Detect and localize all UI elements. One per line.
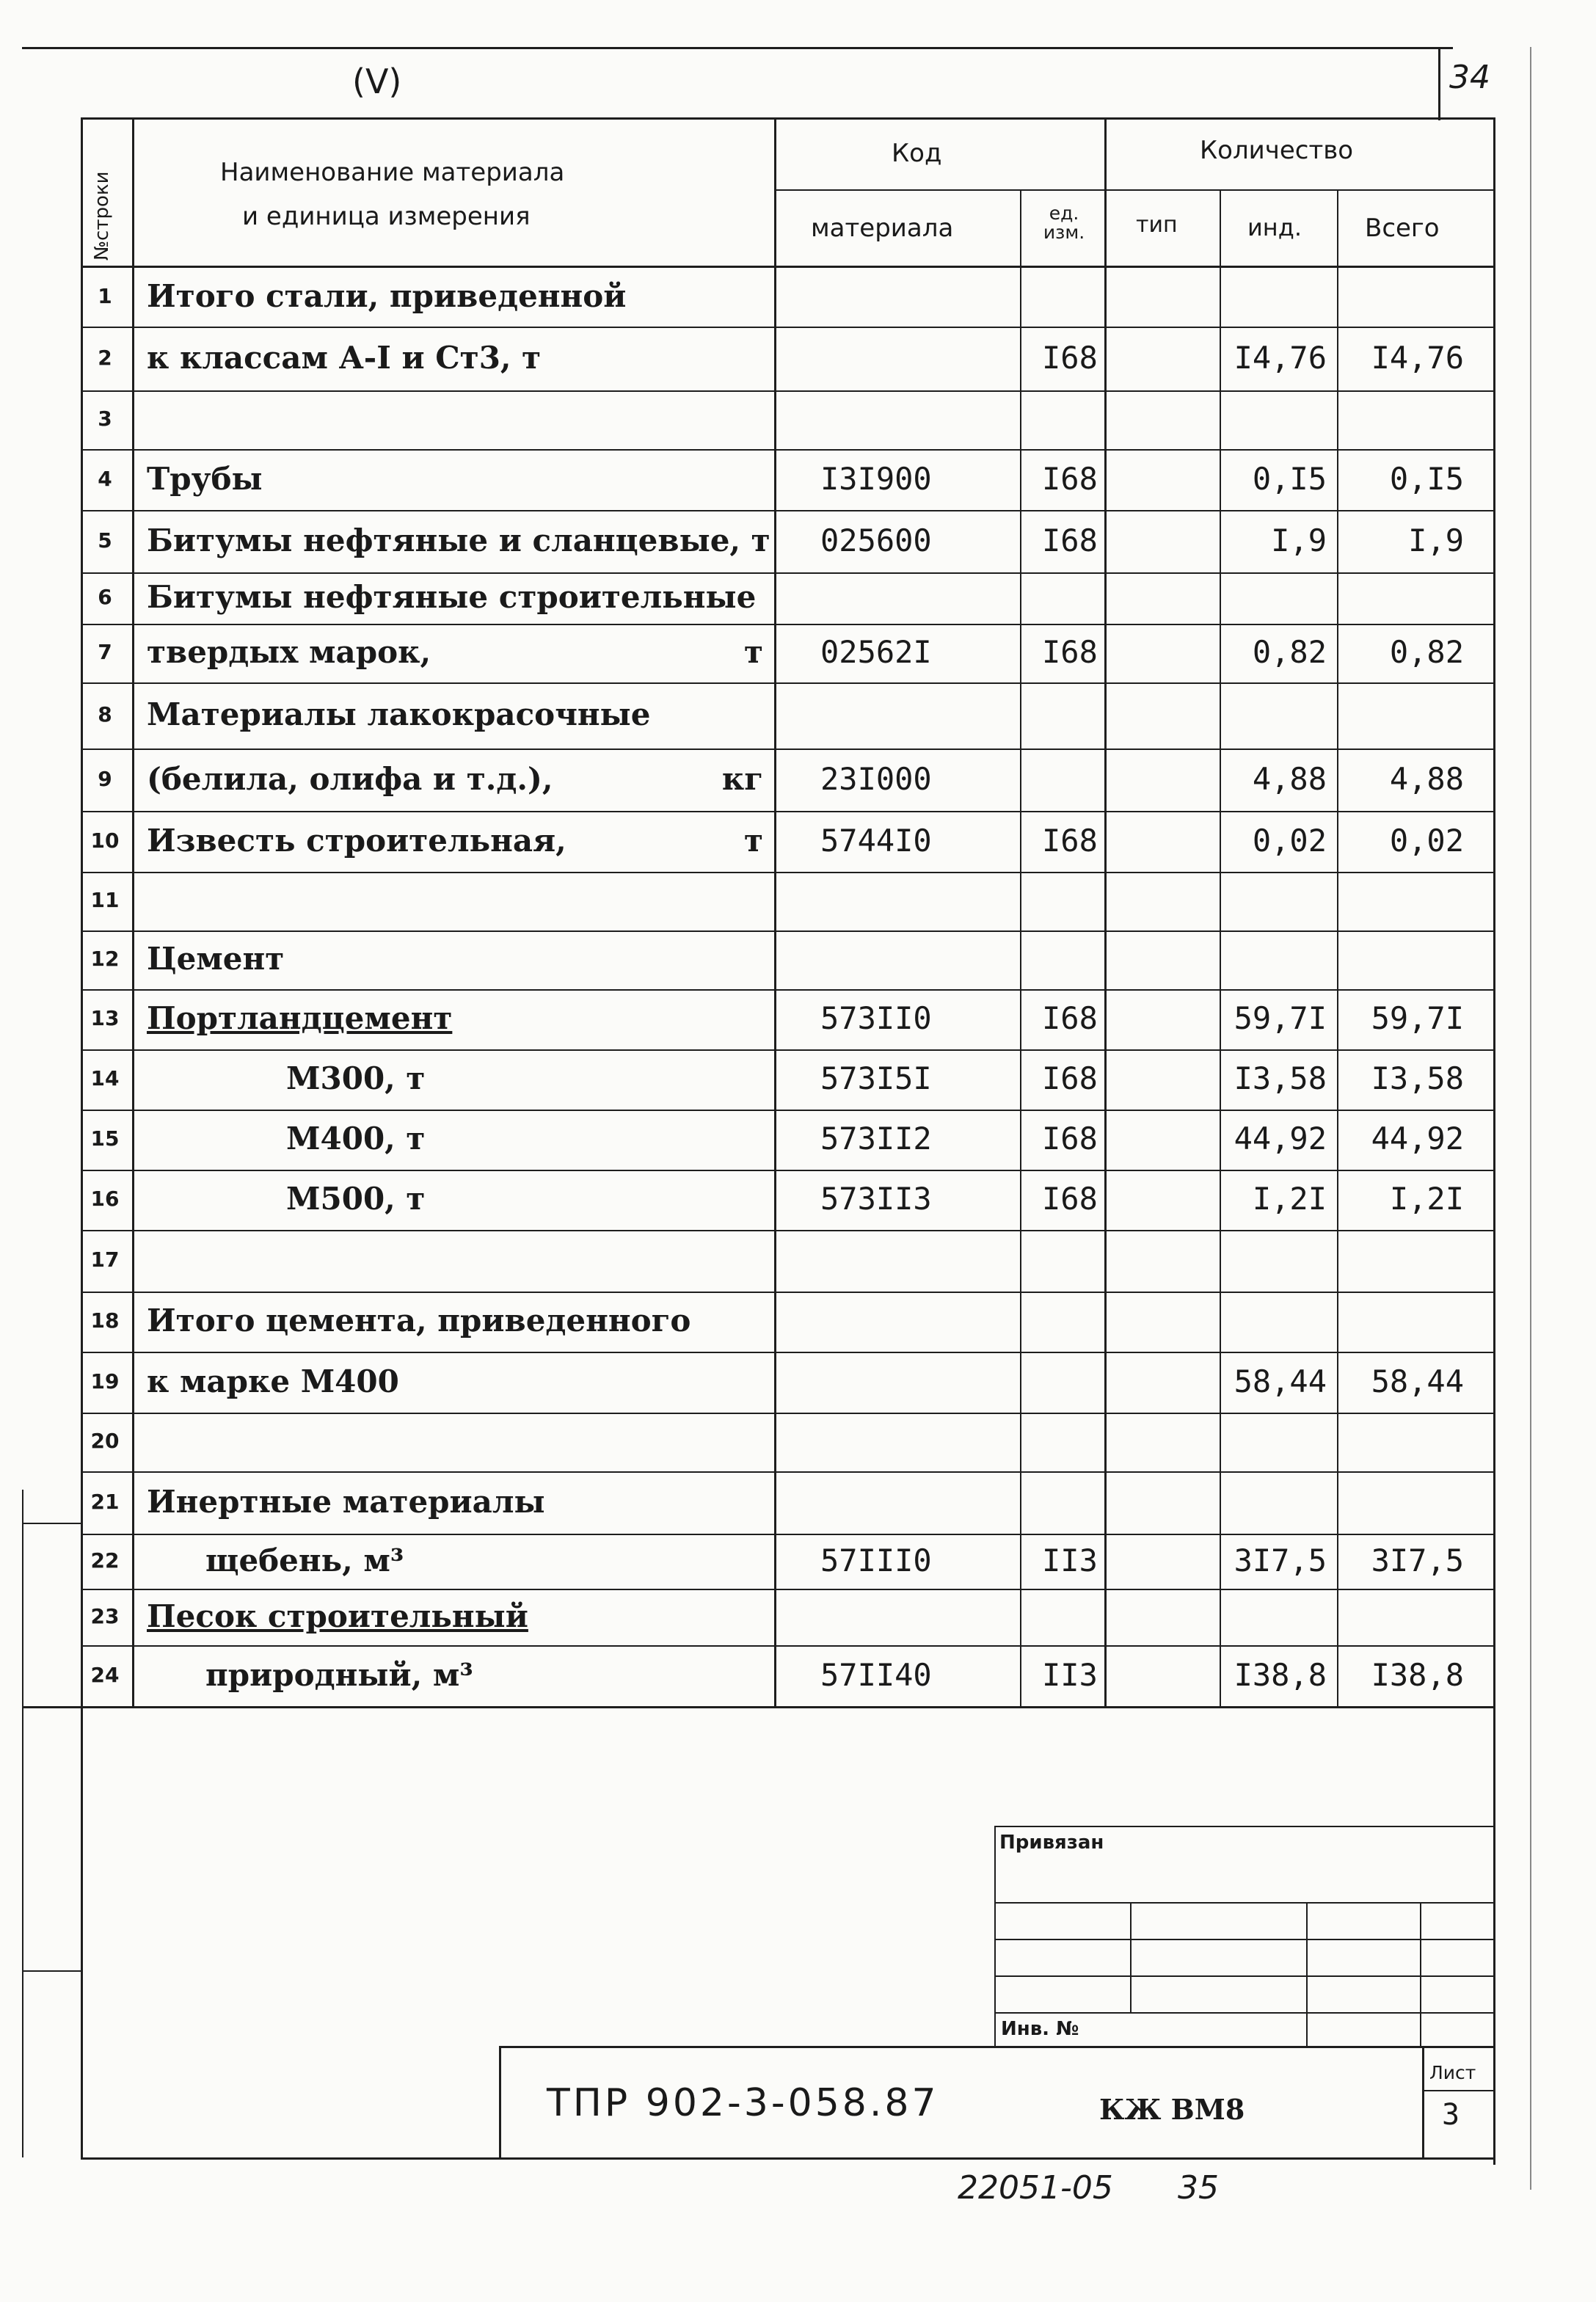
row-number: 23 bbox=[90, 1604, 120, 1628]
row-separator bbox=[81, 748, 1495, 750]
qty-ind: 0,I5 bbox=[1252, 461, 1327, 497]
qty-ind: 3I7,5 bbox=[1234, 1542, 1327, 1578]
privyazan-label: Привязан bbox=[999, 1832, 1104, 1854]
material-name: Итого стали, приведенной bbox=[147, 278, 627, 314]
doc-box-left bbox=[499, 2046, 501, 2160]
row-separator bbox=[81, 449, 1495, 451]
qty-ind: I38,8 bbox=[1234, 1657, 1327, 1693]
margin-left-line bbox=[22, 1490, 23, 2157]
col-ind-divider bbox=[1337, 189, 1338, 1706]
material-name: Песок строительный bbox=[147, 1598, 528, 1634]
name-header-line2: и единица измерения bbox=[242, 202, 531, 231]
row-separator bbox=[81, 1352, 1495, 1353]
material-code: 57III0 bbox=[820, 1542, 932, 1578]
header-mid-rule bbox=[774, 189, 1495, 191]
row-number: 4 bbox=[98, 467, 112, 491]
unit-code: I68 bbox=[1042, 1000, 1098, 1036]
stamp-col-1 bbox=[1130, 1902, 1132, 2012]
material-name: (белила, олифа и т.д.), bbox=[147, 761, 553, 797]
sheet-box-divider bbox=[1438, 47, 1440, 120]
material-name: Битумы нефтяные и сланцевые, т bbox=[147, 522, 770, 558]
row-number: 18 bbox=[90, 1308, 120, 1333]
row-number: 6 bbox=[98, 585, 112, 609]
row-separator bbox=[81, 624, 1495, 625]
row-number: 9 bbox=[98, 767, 112, 791]
material-unit: т bbox=[743, 634, 763, 670]
row-number: 15 bbox=[90, 1126, 120, 1151]
material-code: 57II40 bbox=[820, 1657, 932, 1693]
qty-total: I,2I bbox=[1389, 1181, 1464, 1217]
row-number: 7 bbox=[98, 640, 112, 664]
sheet-box-left bbox=[1422, 2046, 1424, 2160]
margin-rule-1 bbox=[22, 1523, 82, 1524]
col-num-divider bbox=[132, 117, 134, 1706]
footer-code: 22051-05 bbox=[958, 2169, 1113, 2207]
row-separator bbox=[81, 930, 1495, 932]
row-separator bbox=[81, 1534, 1495, 1535]
stamp-col-3 bbox=[1420, 1902, 1421, 2046]
row-separator bbox=[81, 811, 1495, 812]
material-name: Материалы лакокрасочные bbox=[147, 696, 651, 732]
qty-ind: 0,02 bbox=[1252, 823, 1327, 859]
row-number: 12 bbox=[90, 947, 120, 971]
qty-ind: 0,82 bbox=[1252, 634, 1327, 670]
qty-total: 0,82 bbox=[1389, 634, 1464, 670]
sheet-value: 3 bbox=[1442, 2098, 1460, 2132]
row-number: 20 bbox=[90, 1429, 120, 1453]
sheet-label: Лист bbox=[1429, 2062, 1476, 2083]
qty-total: 3I7,5 bbox=[1371, 1542, 1464, 1578]
frame-right bbox=[1493, 117, 1495, 2165]
material-name: Итого цемента, приведенного bbox=[147, 1303, 691, 1338]
row-number: 13 bbox=[90, 1006, 120, 1030]
row-number: 3 bbox=[98, 407, 112, 431]
material-code: I3I900 bbox=[820, 461, 932, 497]
row-separator bbox=[81, 1170, 1495, 1171]
row-number: 22 bbox=[90, 1548, 120, 1573]
stamp-col-2 bbox=[1306, 1902, 1308, 2046]
unit-code: I68 bbox=[1042, 1121, 1098, 1157]
row-number: 1 bbox=[98, 284, 112, 308]
row-number: 16 bbox=[90, 1187, 120, 1211]
code-unit-header: ед. изм. bbox=[1043, 203, 1085, 244]
qty-total: 59,7I bbox=[1371, 1000, 1464, 1036]
doc-code: ТПР 902-3-058.87 bbox=[547, 2081, 939, 2125]
material-name: M500, т bbox=[286, 1181, 426, 1217]
qty-ind: I3,58 bbox=[1234, 1060, 1327, 1096]
row-number: 10 bbox=[90, 828, 120, 853]
col-code-divider bbox=[1020, 189, 1021, 1706]
row-separator bbox=[81, 572, 1495, 574]
row-number: 8 bbox=[98, 702, 112, 726]
qty-ind: 58,44 bbox=[1234, 1363, 1327, 1399]
material-unit: кг bbox=[721, 761, 763, 797]
row-no-header: №строки bbox=[91, 171, 113, 261]
material-code: 23I000 bbox=[820, 761, 932, 797]
material-name: Инертные материалы bbox=[147, 1484, 545, 1520]
qty-ind: I4,76 bbox=[1234, 340, 1327, 376]
row-separator bbox=[81, 1589, 1495, 1590]
material-code: 573II2 bbox=[820, 1121, 932, 1157]
unit-code: I68 bbox=[1042, 1060, 1098, 1096]
unit-code: I68 bbox=[1042, 340, 1098, 376]
row-separator bbox=[81, 510, 1495, 511]
frame-top bbox=[81, 117, 1495, 120]
material-unit: т bbox=[743, 823, 763, 859]
row-separator bbox=[81, 989, 1495, 991]
row-separator bbox=[81, 1645, 1495, 1647]
row-separator bbox=[81, 682, 1495, 684]
page-mark: (V) bbox=[352, 62, 402, 101]
material-name: Известь строительная, bbox=[147, 823, 566, 859]
unit-code: I68 bbox=[1042, 522, 1098, 558]
row-number: 19 bbox=[90, 1369, 120, 1394]
qty-total: 44,92 bbox=[1371, 1121, 1464, 1157]
material-name: к классам А-I и Ст3, т bbox=[147, 340, 542, 376]
qty-total: 58,44 bbox=[1371, 1363, 1464, 1399]
material-code: 5744I0 bbox=[820, 823, 932, 859]
material-code: 573II3 bbox=[820, 1181, 932, 1217]
material-name: M400, т bbox=[286, 1121, 426, 1157]
inv-no-label: Инв. № bbox=[1001, 2018, 1079, 2040]
row-number: 17 bbox=[90, 1247, 120, 1272]
unit-code: I68 bbox=[1042, 461, 1098, 497]
qty-ind: 4,88 bbox=[1252, 761, 1327, 797]
row-separator bbox=[81, 1049, 1495, 1051]
qty-ind-header: инд. bbox=[1247, 214, 1302, 241]
qty-ind: I,9 bbox=[1271, 522, 1327, 558]
col-name-divider bbox=[774, 117, 776, 1706]
stamp-top-rule bbox=[994, 1826, 1495, 1827]
col-unit-divider bbox=[1104, 117, 1107, 1706]
qty-ind: 44,92 bbox=[1234, 1121, 1327, 1157]
qty-total: I38,8 bbox=[1371, 1657, 1464, 1693]
edge-line bbox=[1530, 47, 1531, 2190]
row-separator bbox=[81, 1292, 1495, 1293]
row-number: 21 bbox=[90, 1490, 120, 1514]
unit-code: I68 bbox=[1042, 823, 1098, 859]
material-code: 025600 bbox=[820, 522, 932, 558]
material-name: M300, т bbox=[286, 1060, 426, 1096]
code-material-header: материала bbox=[811, 214, 954, 243]
table-bottom-rule bbox=[22, 1706, 1495, 1708]
name-header-line1: Наименование материала bbox=[220, 158, 565, 187]
material-name: Трубы bbox=[147, 461, 263, 497]
row-separator bbox=[81, 1471, 1495, 1473]
row-number: 14 bbox=[90, 1066, 120, 1090]
row-separator bbox=[81, 1413, 1495, 1414]
material-code: 573I5I bbox=[820, 1060, 932, 1096]
qty-total-header: Всего bbox=[1365, 214, 1440, 243]
material-code: 02562I bbox=[820, 634, 932, 670]
sheet-box-mid bbox=[1422, 2090, 1495, 2091]
material-name: щебень, м³ bbox=[205, 1542, 404, 1578]
col-type-divider bbox=[1220, 189, 1221, 1706]
qty-type-header: тип bbox=[1136, 212, 1178, 238]
unit-code: II3 bbox=[1042, 1542, 1098, 1578]
qty-total: I4,76 bbox=[1371, 340, 1464, 376]
material-name: к марке M400 bbox=[147, 1363, 399, 1399]
doc-box-bottom bbox=[81, 2157, 1495, 2160]
sheet-number-top: 34 bbox=[1449, 59, 1490, 96]
row-separator bbox=[81, 327, 1495, 328]
material-code: 573II0 bbox=[820, 1000, 932, 1036]
unit-code: I68 bbox=[1042, 1181, 1098, 1217]
row-separator bbox=[81, 390, 1495, 392]
footer-page: 35 bbox=[1178, 2169, 1219, 2207]
material-name: Битумы нефтяные строительные bbox=[147, 579, 757, 615]
unit-code: II3 bbox=[1042, 1657, 1098, 1693]
doc-mark: КЖ ВМ8 bbox=[1099, 2093, 1245, 2126]
row-number: 11 bbox=[90, 888, 120, 912]
qty-total: 4,88 bbox=[1389, 761, 1464, 797]
qty-total: I,9 bbox=[1408, 522, 1464, 558]
row-separator bbox=[81, 1230, 1495, 1231]
code-group-header: Код bbox=[892, 139, 942, 168]
qty-group-header: Количество bbox=[1200, 136, 1354, 165]
row-number: 2 bbox=[98, 346, 112, 370]
material-name: Цемент bbox=[147, 941, 285, 977]
header-bottom-rule bbox=[81, 266, 1495, 268]
top-rule bbox=[22, 47, 1453, 49]
margin-rule-2 bbox=[22, 1970, 82, 1972]
unit-code: I68 bbox=[1042, 634, 1098, 670]
material-name: твердых марок, bbox=[147, 634, 431, 670]
qty-ind: 59,7I bbox=[1234, 1000, 1327, 1036]
row-separator bbox=[81, 872, 1495, 873]
doc-box-top bbox=[499, 2046, 1495, 2048]
qty-total: 0,I5 bbox=[1389, 461, 1464, 497]
row-separator bbox=[81, 1110, 1495, 1111]
row-number: 5 bbox=[98, 528, 112, 553]
material-name: Портландцемент bbox=[147, 1000, 453, 1036]
qty-total: 0,02 bbox=[1389, 823, 1464, 859]
qty-ind: I,2I bbox=[1252, 1181, 1327, 1217]
material-name: природный, м³ bbox=[205, 1657, 473, 1693]
row-number: 24 bbox=[90, 1663, 120, 1687]
qty-total: I3,58 bbox=[1371, 1060, 1464, 1096]
